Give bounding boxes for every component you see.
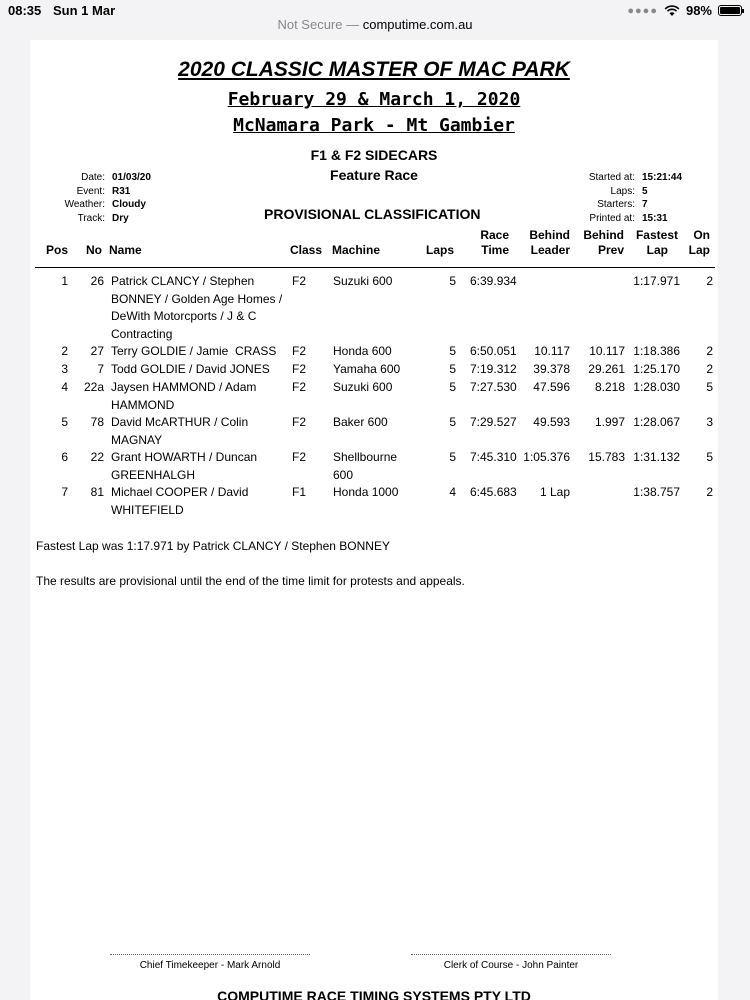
cell-leader: 10.117 xyxy=(534,344,570,358)
meta-starters-label: Starters: xyxy=(597,199,635,210)
cell-laps: 5 xyxy=(449,344,456,358)
cell-prev: 1.997 xyxy=(594,415,625,429)
provisional-classification-heading: PROVISIONAL CLASSIFICATION xyxy=(264,206,481,222)
cell-machine: Suzuki 600 xyxy=(333,380,393,394)
sig-clerk: Clerk of Course - John Painter xyxy=(443,960,579,971)
race-name: Feature Race xyxy=(330,167,418,183)
col-laps-header: Laps xyxy=(425,243,454,257)
col-behind-leader-header-2: Leader xyxy=(530,243,570,257)
cell-fastest: 1:31.132 xyxy=(633,450,680,464)
cell-leader: 49.593 xyxy=(533,415,570,429)
sig-timekeeper: Chief Timekeeper - Mark Arnold xyxy=(139,960,281,971)
status-right xyxy=(627,3,742,18)
cell-pos: 7 xyxy=(61,485,68,499)
cell-leader: 47.596 xyxy=(533,380,570,394)
col-behind-leader-header-1: Behind xyxy=(529,228,570,242)
meta-right xyxy=(550,171,682,225)
sig-line-clerk xyxy=(411,954,611,955)
not-secure-label: Not Secure — xyxy=(277,17,363,32)
col-class-header: Class xyxy=(290,243,323,257)
meta-laps-label: Laps: xyxy=(610,185,635,197)
cell-fastest: 1:38.757 xyxy=(633,485,680,499)
col-race-time-header-1: Race xyxy=(480,228,509,242)
battery-fill xyxy=(720,7,740,14)
cell-no: 22 xyxy=(90,450,104,464)
cell-no: 26 xyxy=(90,274,104,288)
cell-fastest: 1:18.386 xyxy=(633,344,680,358)
event-dates: February 29 & March 1, 2020 xyxy=(227,89,521,110)
cell-time: 7:27.530 xyxy=(470,380,517,394)
cell-machine: Honda 1000 xyxy=(333,485,399,499)
col-behind-prev-header-1: Behind xyxy=(583,228,624,242)
cell-pos: 3 xyxy=(61,362,68,376)
meta-date-value: 01/03/20 xyxy=(112,172,151,183)
col-no-header: No xyxy=(86,243,102,257)
cell-prev: 8.218 xyxy=(594,380,625,394)
cell-machine: 600 xyxy=(333,467,354,482)
meta-started-value: 15:21:44 xyxy=(642,172,683,183)
cell-name: Terry GOLDIE / Jamie CRASS xyxy=(111,344,277,358)
meta-weather-label: Weather: xyxy=(64,199,105,210)
cell-time: 7:19.312 xyxy=(470,362,517,376)
cell-no: 22a xyxy=(83,380,104,394)
cell-laps: 5 xyxy=(449,415,456,429)
cell-onlap: 3 xyxy=(706,415,713,429)
cell-class: F2 xyxy=(292,450,307,464)
cell-name: Todd GOLDIE / David JONES xyxy=(111,362,270,376)
cell-no: 78 xyxy=(90,415,104,429)
meta-left xyxy=(30,171,151,225)
meta-weather-value: Cloudy xyxy=(112,199,146,210)
col-race-time-header-2: Time xyxy=(481,243,509,257)
cell-name: BONNEY / Golden Age Homes / xyxy=(111,291,283,306)
cell-name: WHITEFIELD xyxy=(111,502,184,517)
cell-prev: 29.261 xyxy=(588,362,625,376)
col-behind-prev-header-2: Prev xyxy=(597,243,624,257)
col-name-header: Name xyxy=(109,243,142,257)
col-on-lap-header-2: Lap xyxy=(688,243,710,257)
cell-fastest: 1:28.030 xyxy=(633,380,680,394)
wifi-icon xyxy=(664,5,680,17)
company-footer: COMPUTIME RACE TIMING SYSTEMS PTY LTD xyxy=(217,988,531,1000)
cell-onlap: 2 xyxy=(706,344,713,358)
cell-name: DeWith Motorcports / J & C xyxy=(111,309,257,323)
cell-class: F2 xyxy=(292,380,307,394)
meta-started-label: Started at: xyxy=(588,172,635,183)
cell-laps: 5 xyxy=(449,380,456,394)
race-class: F1 & F2 SIDECARS xyxy=(310,147,438,163)
cell-leader: 1 Lap xyxy=(539,485,570,499)
cell-onlap: 2 xyxy=(706,362,713,376)
cell-machine: Baker 600 xyxy=(333,415,388,429)
meta-printed-label: Printed at: xyxy=(589,212,635,224)
meta-date-label: Date: xyxy=(81,172,105,183)
meta-track-label: Track: xyxy=(77,212,105,224)
cell-name: Patrick CLANCY / Stephen xyxy=(111,274,255,288)
cell-pos: 6 xyxy=(61,450,68,464)
status-time: 08:35 xyxy=(8,3,42,18)
cell-name: Jaysen HAMMOND / Adam xyxy=(111,380,257,394)
cell-laps: 5 xyxy=(449,450,456,464)
cell-class: F2 xyxy=(292,415,307,429)
col-fastest-lap-header-1: Fastest xyxy=(635,228,678,242)
cell-class: F2 xyxy=(292,274,307,288)
meta-track-value: Dry xyxy=(112,212,129,224)
cell-time: 6:45.683 xyxy=(470,485,517,499)
col-on-lap-header-1: On xyxy=(693,228,710,242)
cell-onlap: 5 xyxy=(706,450,713,464)
cell-name: HAMMOND xyxy=(111,397,175,412)
cell-fastest: 1:25.170 xyxy=(633,362,680,376)
status-date: Sun 1 Mar xyxy=(53,3,116,18)
cell-machine: Yamaha 600 xyxy=(333,362,401,376)
cell-class: F2 xyxy=(292,362,307,376)
cell-name: Contracting xyxy=(111,326,173,341)
header-rule xyxy=(35,267,715,268)
battery-icon xyxy=(718,5,742,16)
event-venue: McNamara Park - Mt Gambier xyxy=(233,115,515,136)
cell-name: Grant HOWARTH / Duncan xyxy=(111,450,258,464)
cell-machine: Shellbourne xyxy=(333,450,398,464)
cell-class: F2 xyxy=(292,344,307,358)
cell-class: F1 xyxy=(292,485,307,499)
col-machine-header: Machine xyxy=(332,243,381,257)
cell-no: 81 xyxy=(90,485,104,499)
col-fastest-lap-header-2: Lap xyxy=(646,243,668,257)
cell-laps: 5 xyxy=(449,362,456,376)
address-bar[interactable] xyxy=(0,17,750,37)
cell-no: 7 xyxy=(97,362,104,376)
cell-pos: 1 xyxy=(61,274,68,288)
cell-machine: Honda 600 xyxy=(333,344,392,358)
url-host: computime.com.au xyxy=(362,17,473,32)
fastest-lap-note: Fastest Lap was 1:17.971 by Patrick CLANCY / Stephen BONNEY xyxy=(36,539,390,553)
cell-name: David McARTHUR / Colin xyxy=(111,415,249,429)
cell-pos: 4 xyxy=(61,380,68,394)
cell-name: Michael COOPER / David xyxy=(111,485,249,499)
cell-pos: 2 xyxy=(61,344,68,358)
cell-leader: 39.378 xyxy=(533,362,570,376)
cell-fastest: 1:28.067 xyxy=(633,415,680,429)
cell-time: 6:39.934 xyxy=(470,274,517,288)
event-title: 2020 CLASSIC MASTER OF MAC PARK xyxy=(178,58,570,81)
cell-laps: 4 xyxy=(449,485,456,499)
meta-printed-value: 15:31 xyxy=(642,212,668,224)
cell-onlap: 2 xyxy=(706,485,713,499)
cell-time: 6:50.051 xyxy=(470,344,517,358)
cell-machine: Suzuki 600 xyxy=(333,274,393,288)
more-dots-icon: ●●●● xyxy=(627,4,658,17)
cell-time: 7:29.527 xyxy=(470,415,517,429)
cell-onlap: 5 xyxy=(706,380,713,394)
cell-pos: 5 xyxy=(61,415,68,429)
cell-prev: 10.117 xyxy=(589,344,625,358)
meta-starters-value: 7 xyxy=(642,199,648,210)
cell-onlap: 2 xyxy=(706,274,713,288)
results-document xyxy=(30,40,718,1000)
cell-prev: 15.783 xyxy=(588,450,625,464)
sig-line-timekeeper xyxy=(110,954,310,955)
meta-laps-value: 5 xyxy=(642,185,648,197)
cell-leader: 1:05.376 xyxy=(523,450,570,464)
cell-name: MAGNAY xyxy=(111,432,163,447)
battery-percent: 98% xyxy=(685,3,712,18)
meta-event-value: R31 xyxy=(112,185,131,197)
cell-fastest: 1:17.971 xyxy=(633,274,680,288)
cell-time: 7:45.310 xyxy=(470,450,517,464)
provisional-note: The results are provisional until the end of the time limit for protests and appeals. xyxy=(36,574,465,588)
col-pos-header: Pos xyxy=(46,243,69,257)
cell-laps: 5 xyxy=(449,274,456,288)
meta-event-label: Event: xyxy=(76,185,105,197)
cell-no: 27 xyxy=(90,344,104,358)
cell-name: GREENHALGH xyxy=(111,467,196,482)
